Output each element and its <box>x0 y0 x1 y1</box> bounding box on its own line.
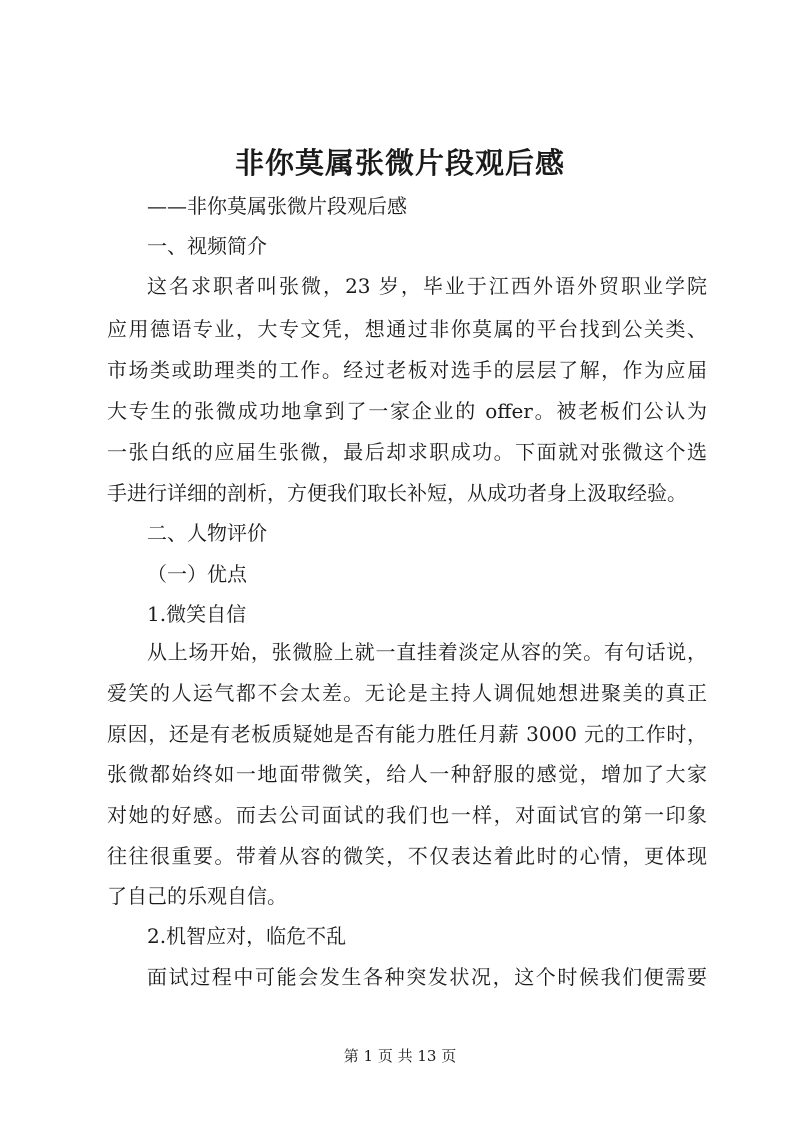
paragraph-line: 手进行详细的剖析，方便我们取长补短，从成功者身上汲取经验。 <box>107 481 687 505</box>
paragraph-line: 原因，还是有老板质疑她是否有能力胜任月薪 3000 元的工作时， <box>107 722 707 746</box>
subsection-heading: （一）优点 <box>147 562 247 586</box>
point-heading-1: 1.微笑自信 <box>147 602 247 626</box>
paragraph-line: 面试过程中可能会发生各种突发状况，这个时候我们便需要 <box>147 965 707 989</box>
page-number-label: 第 1 页 共 13 页 <box>343 1047 457 1065</box>
paragraph-line: 从上场开始，张微脸上就一直挂着淡定从容的笑。有句话说， <box>147 640 707 664</box>
section-heading-2: 二、人物评价 <box>147 521 267 545</box>
paragraph-line: 大专生的张微成功地拿到了一家企业的 offer。被老板们公认为 <box>107 399 707 423</box>
paragraph-line: 一张白纸的应届生张微，最后却求职成功。下面就对张微这个选 <box>107 440 707 464</box>
paragraph-line: 市场类或助理类的工作。经过老板对选手的层层了解，作为应届 <box>107 358 707 382</box>
paragraph-line: 这名求职者叫张微，23 岁，毕业于江西外语外贸职业学院 <box>147 274 707 298</box>
paragraph-line: 张微都始终如一地面带微笑，给人一种舒服的感觉，增加了大家 <box>107 762 707 786</box>
paragraph-line: 爱笑的人运气都不会太差。无论是主持人调侃她想进聚美的真正 <box>107 681 707 705</box>
paragraph-line: 往往很重要。带着从容的微笑，不仅表达着此时的心情，更体现 <box>107 844 707 868</box>
paragraph-line: 应用德语专业，大专文凭，想通过非你莫属的平台找到公关类、 <box>107 317 707 341</box>
paragraph-line: 对她的好感。而去公司面试的我们也一样，对面试官的第一印象 <box>107 803 707 827</box>
document-subtitle: ——非你莫属张微片段观后感 <box>147 194 407 218</box>
paragraph-line: 了自己的乐观自信。 <box>107 884 287 908</box>
point-heading-2: 2.机智应对，临危不乱 <box>147 924 347 948</box>
section-heading-1: 一、视频简介 <box>147 234 267 258</box>
page-footer <box>0 1044 800 1068</box>
document-title: 非你莫属张微片段观后感 <box>234 146 565 180</box>
